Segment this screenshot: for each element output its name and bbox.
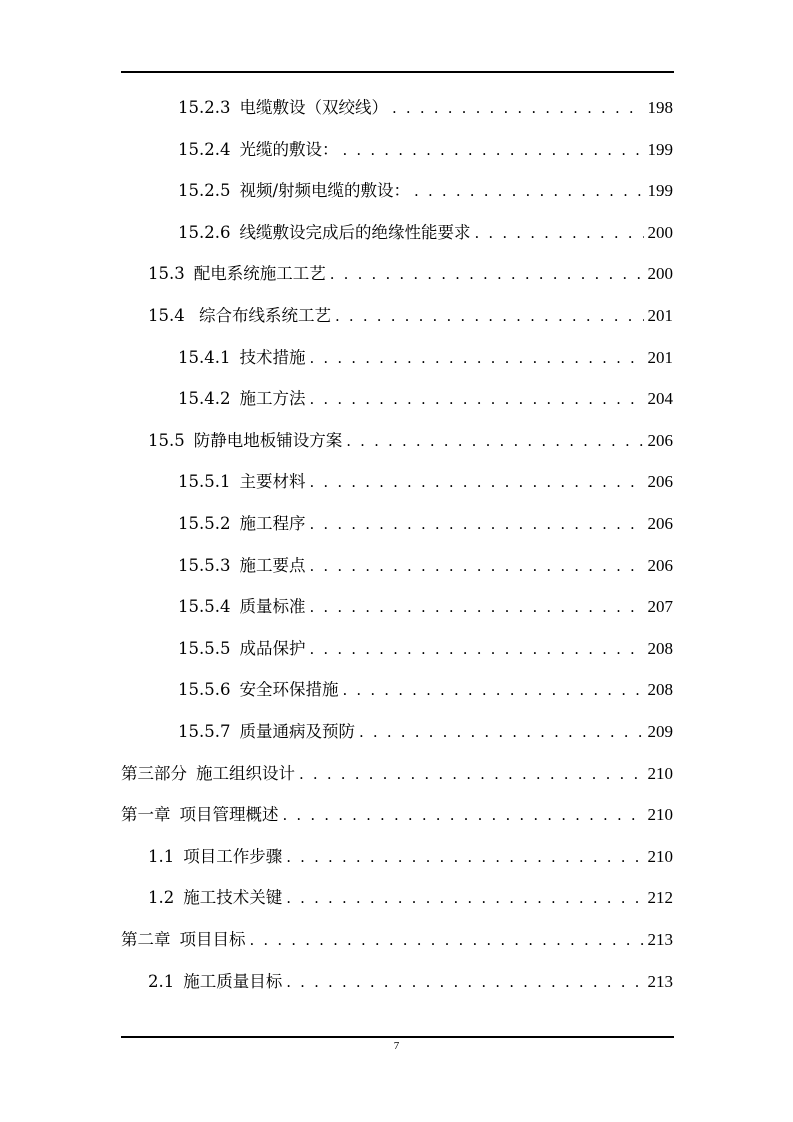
toc-entry-page: 206 [647, 430, 673, 450]
toc-entry-page: 206 [647, 555, 673, 575]
toc-entry-number: 15.3 [148, 264, 185, 284]
header-rule [121, 71, 674, 73]
toc-entry[interactable] [148, 304, 673, 328]
toc-entry[interactable] [178, 96, 673, 120]
toc-entry-page: 213 [647, 971, 673, 991]
toc-leader-dots [330, 262, 644, 286]
toc-leader-dots [359, 720, 644, 744]
toc-entry[interactable] [121, 762, 673, 786]
toc-entry-number: 15.4.2 [178, 389, 231, 409]
toc-entry[interactable] [148, 886, 673, 910]
toc-entry[interactable] [178, 595, 673, 619]
toc-leader-dots [309, 595, 643, 619]
toc-entry-number: 2.1 [148, 971, 175, 991]
toc-entry-title: 光缆的敷设： [239, 139, 339, 159]
toc-leader-dots [283, 803, 644, 827]
toc-entry-title: 施工技术关键 [183, 888, 283, 908]
toc-entry-page: 206 [647, 472, 673, 492]
toc-leader-dots [286, 886, 643, 910]
toc-leader-dots [286, 970, 643, 994]
toc-leader-dots [250, 928, 644, 952]
toc-entry[interactable] [178, 387, 673, 411]
toc-entry-page: 212 [647, 888, 673, 908]
toc-leader-dots [342, 678, 643, 702]
toc-leader-dots [309, 346, 643, 370]
toc-entry-title: 项目管理概述 [179, 805, 279, 825]
toc-entry-number: 15.5.1 [178, 472, 231, 492]
toc-entry-title: 主要材料 [239, 472, 306, 492]
toc-entry-title: 安全环保措施 [239, 680, 339, 700]
toc-entry[interactable] [121, 928, 673, 952]
toc-entry-title: 视频/射频电缆的敷设： [239, 181, 411, 201]
toc-entry-number: 15.5.3 [178, 555, 231, 575]
toc-entry-page: 200 [647, 264, 673, 284]
toc-leader-dots [346, 429, 643, 453]
toc-entry-number: 15.5.2 [178, 514, 231, 533]
toc-leader-dots [309, 470, 643, 494]
toc-entry-title: 技术措施 [239, 347, 306, 367]
toc-leader-dots [309, 554, 643, 578]
toc-entry[interactable] [178, 512, 673, 536]
toc-entry-number: 15.5.7 [178, 722, 231, 741]
toc-entry[interactable] [178, 138, 673, 162]
toc-entry-page: 209 [647, 722, 673, 741]
toc-entry-title: 电缆敷设（双绞线） [239, 98, 388, 117]
toc-entry-number: 1.1 [148, 846, 175, 866]
toc-entry-number: 15.5.4 [178, 597, 231, 617]
toc-entry-title: 项目目标 [179, 930, 246, 949]
toc-entry-title: 项目工作步骤 [183, 846, 283, 866]
toc-entry-title: 施工方法 [239, 389, 306, 409]
toc-entry[interactable] [178, 720, 673, 744]
toc-entry-page: 208 [647, 638, 673, 658]
toc-entry-page: 201 [647, 347, 673, 367]
toc-entry[interactable] [121, 803, 673, 827]
toc-leader-dots [342, 138, 643, 162]
page-number: 7 [393, 1040, 400, 1052]
toc-entry-page: 199 [647, 139, 673, 159]
toc-entry-page: 198 [647, 98, 673, 117]
toc-entry-number: 15.5.5 [178, 638, 231, 658]
toc-entry-title: 综合布线系统工艺 [193, 306, 331, 325]
toc-entry-title: 施工组织设计 [196, 763, 295, 783]
toc-entry[interactable] [178, 470, 673, 494]
toc-entry-number: 第二章 [121, 930, 171, 949]
toc-entry-page: 207 [647, 597, 673, 617]
toc-entry-number: 第一章 [121, 805, 171, 825]
toc-entry[interactable] [178, 346, 673, 370]
toc-entry[interactable] [178, 637, 673, 661]
toc-entry[interactable] [178, 221, 673, 245]
toc-entry-number: 15.2.5 [178, 181, 231, 201]
toc-entry-number: 15.2.3 [178, 98, 231, 117]
toc-entry-page: 204 [647, 389, 673, 409]
toc-entry-number: 15.2.4 [178, 139, 231, 159]
toc-entry-page: 208 [647, 680, 673, 700]
toc-leader-dots [286, 845, 643, 869]
toc-entry[interactable] [148, 845, 673, 869]
toc-entry-title: 配电系统施工工艺 [193, 264, 326, 284]
toc-entry-page: 206 [647, 514, 673, 533]
toc-entry-title: 成品保护 [239, 638, 306, 658]
toc-entry-title: 施工质量目标 [183, 971, 283, 991]
toc-entry-number: 第三部分 [121, 763, 187, 783]
toc-entry[interactable] [148, 970, 673, 994]
toc-leader-dots [335, 304, 644, 328]
toc-leader-dots [299, 762, 644, 786]
toc-leader-dots [392, 96, 644, 120]
footer-rule [121, 1036, 674, 1038]
toc-leader-dots [414, 179, 643, 203]
toc-entry-title: 防静电地板铺设方案 [193, 430, 343, 450]
toc-entry-number: 15.4.1 [178, 347, 231, 367]
toc-entry-page: 210 [647, 846, 673, 866]
toc-leader-dots [474, 221, 643, 245]
toc-leader-dots [309, 637, 643, 661]
toc-entry-page: 210 [647, 763, 673, 783]
toc-entry[interactable] [148, 262, 673, 286]
toc-entry-number: 15.5 [148, 430, 185, 450]
toc-entry-page: 213 [647, 930, 673, 949]
toc-entry[interactable] [178, 678, 673, 702]
toc-entry-page: 210 [647, 805, 673, 825]
toc-entry-page: 200 [647, 222, 673, 242]
toc-leader-dots [309, 387, 643, 411]
toc-entry-title: 质量标准 [239, 597, 306, 617]
toc-entry-number: 15.2.6 [178, 222, 231, 242]
toc-entry-page: 201 [647, 306, 673, 325]
toc-entry-number: 15.5.6 [178, 680, 231, 700]
toc-entry-number: 1.2 [148, 888, 175, 908]
toc-entry[interactable] [178, 554, 673, 578]
toc-entry-title: 质量通病及预防 [239, 722, 355, 741]
toc-entry[interactable] [178, 179, 673, 203]
toc-entry-page: 199 [647, 181, 673, 201]
toc-leader-dots [309, 512, 643, 536]
toc-entry-title: 施工要点 [239, 555, 306, 575]
toc-entry-number: 15.4 [148, 306, 185, 325]
toc-entry-title: 线缆敷设完成后的绝缘性能要求 [239, 222, 471, 242]
toc-entry-title: 施工程序 [239, 514, 306, 533]
toc-entry[interactable] [148, 429, 673, 453]
